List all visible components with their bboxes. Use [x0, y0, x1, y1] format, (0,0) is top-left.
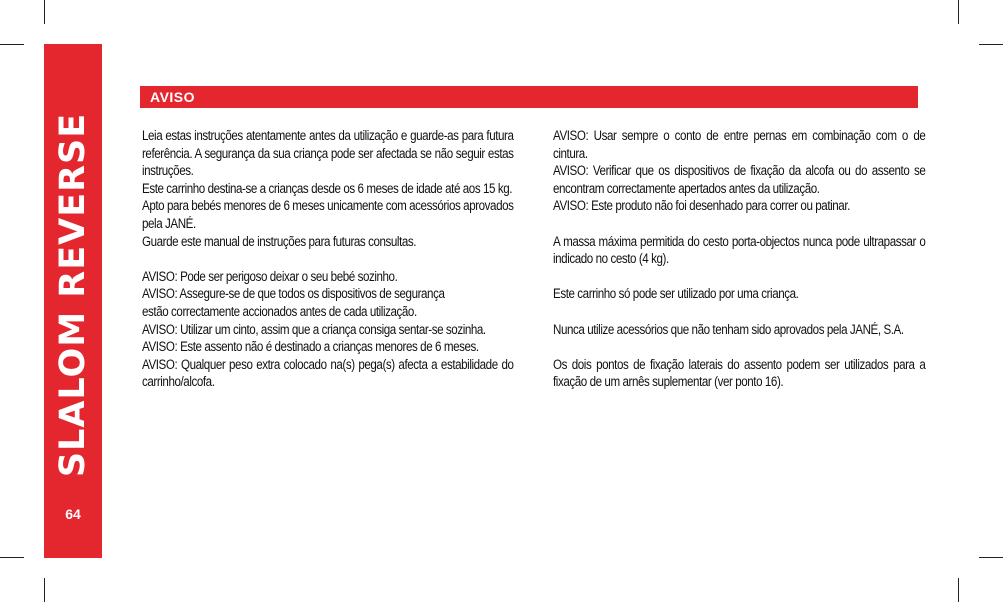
paragraph: Este carrinho só pode ser utilizado por uma criança. — [553, 286, 799, 302]
product-title: SLALOM REVERSE — [53, 112, 93, 478]
right-column — [553, 127, 925, 391]
paragraph: AVISO: Utilizar um cinto, assim que a criança consiga sentar-se sozinha. — [142, 321, 486, 337]
paragraph: AVISO: Este assento não é destinado a crianças menores de 6 meses. — [142, 339, 479, 355]
paragraph: Guarde este manual de instruções para futuras consultas. — [142, 233, 417, 249]
paragraph: A massa máxima permitida do cesto porta-objectos nunca pode ultrapassar o indicado no cesto (4 kg). — [553, 233, 926, 267]
paragraph: Leia estas instruções atentamente antes da utilização e guarde-as para futura referência. A segurança da sua criança pode ser afectada se não seguir estas instruções. — [142, 128, 514, 179]
crop-mark — [958, 578, 959, 602]
crop-mark — [979, 44, 1003, 45]
crop-mark — [0, 557, 24, 558]
crop-mark — [979, 557, 1003, 558]
paragraph: Apto para bebés menores de 6 meses unicamente com acessórios aprovados pela JANÉ. — [142, 198, 514, 231]
crop-mark — [958, 0, 959, 24]
paragraph: Nunca utilize acessórios que não tenham sido aprovados pela JANÉ, S.A. — [553, 321, 904, 337]
paragraph: Os dois pontos de fixação laterais do assento podem ser utilizados para a fixação de um arnês suplementar (ver ponto 16). — [553, 356, 926, 390]
left-column — [142, 127, 514, 391]
crop-mark — [44, 578, 45, 602]
spacer — [553, 303, 925, 321]
crop-mark — [44, 0, 45, 24]
section-banner — [140, 86, 918, 108]
spacer — [553, 268, 925, 286]
spacer — [142, 250, 514, 268]
crop-mark — [0, 44, 24, 45]
spacer — [553, 338, 925, 356]
spacer — [553, 215, 925, 233]
paragraph: AVISO: Este produto não foi desenhado para correr ou patinar. — [553, 198, 850, 214]
paragraph: AVISO: Usar sempre o conto de entre pernas em combinação com o de cintura. — [553, 128, 926, 161]
paragraph: AVISO: Verificar que os dispositivos de fixação da alcofa ou do assento se encontram correctamente apertados antes da utilização. — [553, 163, 926, 196]
paragraph: AVISO: Assegure-se de que todos os dispositivos de segurança — [142, 286, 445, 302]
paragraph: AVISO: Qualquer peso extra colocado na(s) pega(s) afecta a estabilidade do carrinho/alcofa. — [142, 356, 514, 390]
paragraph: Este carrinho destina-se a crianças desde os 6 meses de idade até aos 15 kg. — [142, 180, 513, 196]
page-number: 64 — [65, 506, 81, 522]
paragraph: AVISO: Pode ser perigoso deixar o seu bebé sozinho. — [142, 268, 398, 284]
section-heading: AVISO — [150, 89, 196, 105]
paragraph: estão correctamente accionados antes de cada utilização. — [142, 303, 417, 319]
